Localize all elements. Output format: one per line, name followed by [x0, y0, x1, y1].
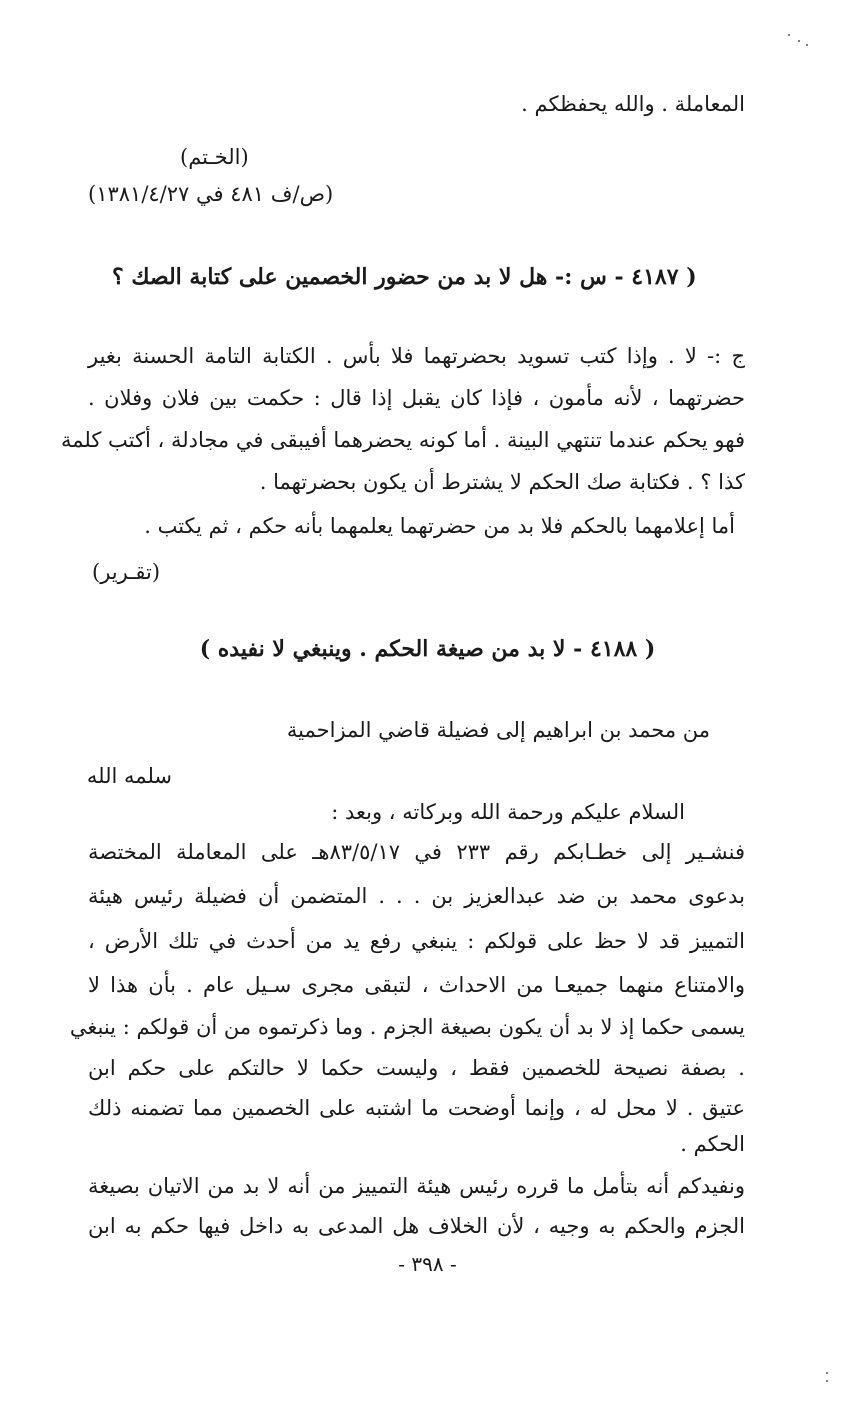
letter-body-line-4: والامتناع منهما جميعـا من الاحداث ، لتبقى مجرى سـيل عام . بأن هذا لا	[88, 973, 745, 997]
report-label: (تقـرير)	[92, 560, 161, 584]
letter-body-line-2: بدعوى محمد بن ضد عبدالعزيز بن . . . المتضمن أن فضيلة رئيس هيئة	[88, 884, 745, 908]
letter-body-line-3: التمييز قد لا حظ على قولكم : ينبغي رفع يد من أحدث في تلك الأرض ،	[88, 929, 745, 953]
scan-speck	[798, 40, 800, 42]
question-4187-heading: ( ٤١٨٧ - س :- هل لا بد من حضور الخصمين على كتابة الصك ؟	[112, 264, 697, 290]
page-number: - ٣٩٨ -	[398, 1252, 457, 1276]
reference-number: (ص/ف ٤٨١ في ١٣٨١/٤/٢٧)	[88, 182, 334, 206]
letter-body-line-7: عتيق . لا محل له ، وإنما أوضحت ما اشتبه على الخصمين مما تضمنه ذلك	[88, 1096, 745, 1120]
scan-speck	[826, 1372, 828, 1374]
section-4188-heading: ( ٤١٨٨ - لا بد من صيغة الحكم . وينبغي لا نفيده )	[199, 636, 656, 662]
letter-body-line-5: يسمى حكما إذ لا بد أن يكون بصيغة الجزم . وما ذكرتموه من أن قولكم : ينبغي	[69, 1015, 745, 1039]
letter-blessing: سلمه الله	[86, 764, 172, 788]
seal-label: (الخـتم)	[180, 145, 249, 169]
scan-speck	[806, 44, 808, 46]
answer-line-1: ج :- لا . وإذا كتب تسويد بحضرتهما فلا بأس . الكتابة التامة الحسنة بغير	[88, 344, 745, 368]
letter-body-line-6: . بصفة نصيحة للخصمين فقط ، وليست حكما لا حالتكم على حكم ابن	[88, 1056, 745, 1080]
answer-line-2: حضرتهما ، لأنه مأمون ، فإذا كان يقبل إذا قال : حكمت بين فلان وفلان .	[88, 386, 745, 410]
closing-line: المعاملة . والله يحفظكم .	[521, 92, 745, 116]
scan-speck	[788, 34, 790, 36]
answer-line-3: فهو يحكم عندما تنتهي البينة . أما كونه يحضرهما أفيبقى في مجادلة ، أكتب كلمة	[61, 428, 745, 452]
letter-body-line-1: فنشـير إلى خطـابكم رقم ٢٣٣ في ٨٣/٥/١٧هـ على المعاملة المختصة	[88, 840, 745, 864]
scan-speck	[826, 1380, 828, 1382]
letter-body-line-9: ونفيدكم أنه بتأمل ما قرره رئيس هيئة التمييز من أنه لا بد من الاتيان بصيغة	[88, 1174, 745, 1198]
letter-greeting: السلام عليكم ورحمة الله وبركاته ، وبعد :	[331, 800, 685, 824]
letter-body-line-10: الجزم والحكم به وجيه ، لأن الخلاف هل المدعى به داخل فيها حكم به ابن	[88, 1214, 745, 1238]
letter-body-line-8: الحكم .	[680, 1132, 745, 1156]
letter-sender: من محمد بن ابراهيم إلى فضيلة قاضي المزاحمية	[286, 718, 710, 742]
answer-line-4: كذا ؟ . فكتابة صك الحكم لا يشترط أن يكون بحضرتهما .	[259, 470, 745, 494]
answer-line-5: أما إعلامهما بالحكم فلا بد من حضرتهما يعلمهما بأنه حكم ، ثم يكتب .	[144, 514, 735, 538]
